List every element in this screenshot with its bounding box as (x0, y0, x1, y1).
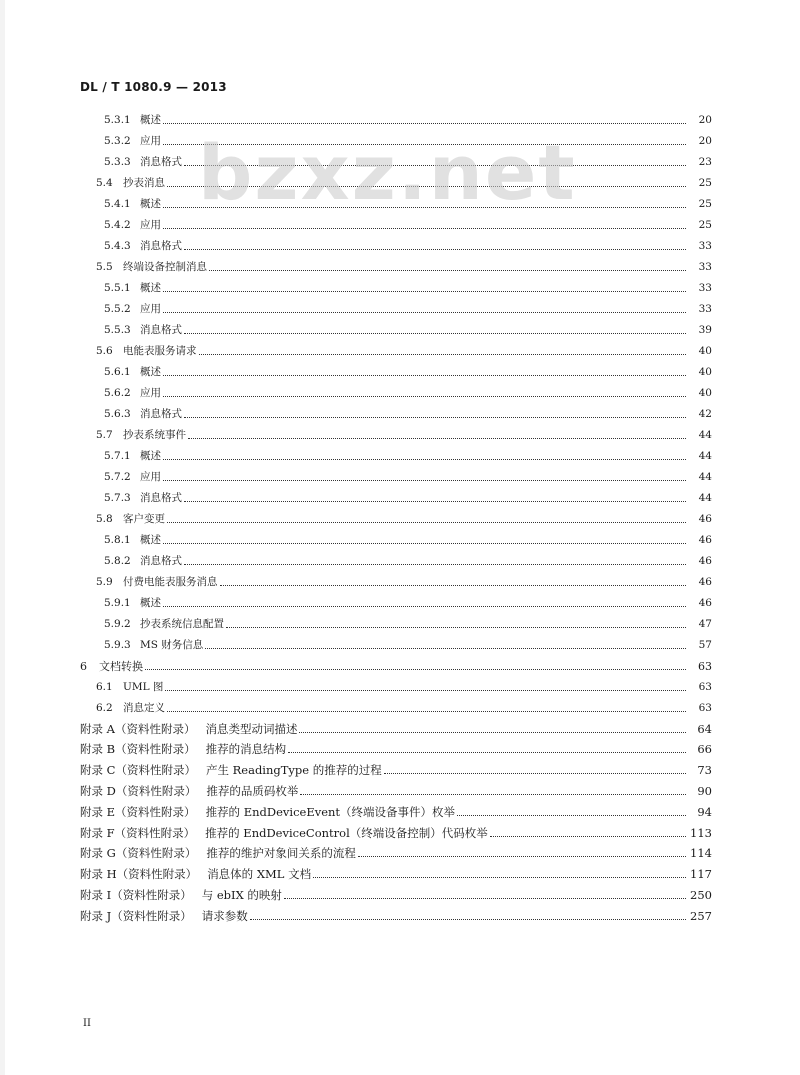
toc-entry[interactable] (0, 421, 800, 442)
toc-entry-number: 5.3.2 (104, 135, 131, 147)
toc-entry-number: 5.6.1 (104, 366, 131, 378)
dot-leader (184, 165, 686, 166)
toc-entry-title: 概述 (140, 534, 161, 546)
toc-entry[interactable] (0, 253, 800, 274)
toc-entry-title: 文档转换 (99, 659, 143, 673)
toc-entry-page: 23 (698, 156, 712, 168)
toc-entry-number: 5.4.2 (104, 219, 131, 231)
toc-entry[interactable] (0, 442, 800, 463)
toc-entry[interactable] (0, 694, 800, 715)
toc-entry-title: 消息格式 (140, 156, 182, 168)
toc-entry-page: 117 (690, 867, 712, 882)
toc-entry-title: 终端设备控制消息 (123, 261, 207, 273)
toc-entry-title: 概述 (140, 450, 161, 462)
toc-entry-number: 5.5.2 (104, 303, 131, 315)
dot-leader (163, 375, 686, 376)
toc-entry[interactable] (0, 169, 800, 190)
toc-entry-page: 33 (698, 282, 712, 294)
toc-entry[interactable] (0, 610, 800, 631)
toc-entry-number: 5.6.3 (104, 408, 131, 420)
dot-leader (165, 690, 686, 691)
toc-entry-page: 257 (690, 908, 712, 923)
dot-leader (250, 919, 686, 920)
dot-leader (313, 877, 686, 878)
toc-entry-title: 应用 (140, 387, 161, 399)
toc-entry[interactable] (0, 860, 800, 881)
toc-entry-title: 请求参数 (201, 908, 248, 923)
dot-leader (163, 312, 686, 313)
toc-entry-page: 25 (698, 177, 712, 189)
toc-entry[interactable] (0, 777, 800, 798)
toc-entry-title: 应用 (140, 135, 161, 147)
dot-leader (163, 207, 686, 208)
toc-entry[interactable] (0, 756, 800, 777)
toc-entry-number: 5.9 (96, 576, 113, 588)
toc-entry[interactable] (0, 652, 800, 673)
toc-entry-number: 附录 D（资料性附录） (80, 783, 197, 798)
toc-entry[interactable] (0, 505, 800, 526)
toc-entry-page: 42 (698, 408, 712, 420)
dot-leader (145, 669, 686, 670)
toc-entry[interactable] (0, 547, 800, 568)
dot-leader (288, 752, 686, 753)
dot-leader (167, 711, 686, 712)
toc-entry[interactable] (0, 631, 800, 652)
dot-leader (209, 270, 686, 271)
dot-leader (163, 543, 686, 544)
dot-leader (184, 249, 686, 250)
toc-entry-number: 5.6 (96, 345, 113, 357)
toc-entry-number: 6 (80, 659, 87, 673)
toc-entry-title: 抄表系统信息配置 (140, 618, 224, 630)
toc-entry-number: 附录 J（资料性附录） (80, 908, 192, 923)
toc-entry[interactable] (0, 463, 800, 484)
toc-entry-number: 5.5.1 (104, 282, 131, 294)
toc-entry-title: 推荐的消息结构 (205, 742, 287, 757)
toc-entry-page: 63 (698, 659, 712, 673)
toc-entry-page: 40 (698, 387, 712, 399)
toc-entry-number: 5.3.1 (104, 114, 131, 126)
dot-leader (226, 627, 686, 628)
toc-entry[interactable] (0, 902, 800, 923)
dot-leader (490, 836, 686, 837)
toc-entry-number: 6.1 (96, 680, 113, 693)
dot-leader (300, 794, 686, 795)
toc-entry-page: 44 (698, 492, 712, 504)
dot-leader (358, 856, 686, 857)
toc-entry-number: 附录 I（资料性附录） (80, 887, 192, 902)
dot-leader (199, 354, 687, 355)
toc-entry[interactable] (0, 736, 800, 757)
toc-entry-number: 5.7.2 (104, 471, 131, 483)
toc-entry-title: 消息格式 (140, 492, 182, 504)
toc-entry-title: 消息体的 XML 文档 (207, 867, 312, 882)
toc-entry-title: UML 图 (123, 680, 164, 693)
toc-entry-title: 消息格式 (140, 408, 182, 420)
dot-leader (167, 522, 686, 523)
toc-entry-number: 5.6.2 (104, 387, 131, 399)
toc-entry-title: 概述 (140, 114, 161, 126)
toc-entry-title: 推荐的 EndDeviceControl（终端设备控制）代码枚举 (205, 825, 488, 840)
toc-entry[interactable] (0, 484, 800, 505)
toc-entry[interactable] (0, 819, 800, 840)
table-of-contents (0, 106, 800, 923)
toc-entry-title: 消息定义 (123, 701, 165, 714)
dot-leader (163, 459, 686, 460)
toc-entry-page: 44 (698, 450, 712, 462)
toc-entry-number: 5.7 (96, 429, 113, 441)
toc-entry[interactable] (0, 526, 800, 547)
toc-entry-page: 20 (698, 114, 712, 126)
toc-entry-number: 5.4.3 (104, 240, 131, 252)
toc-entry-number: 5.5 (96, 261, 113, 273)
toc-entry-page: 47 (698, 618, 712, 630)
toc-entry-page: 33 (698, 303, 712, 315)
toc-entry-title: 消息类型动词描述 (205, 721, 298, 736)
dot-leader (299, 732, 686, 733)
dot-leader (188, 438, 686, 439)
toc-entry[interactable] (0, 568, 800, 589)
toc-entry-title: 推荐的 EndDeviceEvent（终端设备事件）枚举 (205, 804, 456, 819)
toc-entry-title: 概述 (140, 198, 161, 210)
dot-leader (163, 144, 686, 145)
toc-entry-number: 5.9.2 (104, 618, 131, 630)
dot-leader (163, 396, 686, 397)
toc-entry[interactable] (0, 715, 800, 736)
dot-leader (163, 123, 686, 124)
page-number: II (83, 1018, 91, 1029)
toc-entry-page: 46 (698, 534, 712, 546)
toc-entry-number: 附录 F（资料性附录） (80, 825, 196, 840)
dot-leader (184, 417, 686, 418)
toc-entry-number: 5.5.3 (104, 324, 131, 336)
toc-entry[interactable] (0, 232, 800, 253)
toc-entry-title: 应用 (140, 219, 161, 231)
toc-entry-page: 64 (697, 721, 712, 736)
toc-entry-page: 44 (698, 471, 712, 483)
toc-entry[interactable] (0, 274, 800, 295)
toc-entry[interactable] (0, 211, 800, 232)
toc-entry-page: 40 (698, 345, 712, 357)
toc-entry-title: 推荐的品质码枚举 (206, 783, 299, 798)
toc-entry[interactable] (0, 295, 800, 316)
toc-entry-title: 概述 (140, 597, 161, 609)
toc-entry[interactable] (0, 316, 800, 337)
toc-entry-page: 46 (698, 555, 712, 567)
toc-entry-page: 73 (697, 763, 712, 778)
toc-entry-number: 附录 C（资料性附录） (80, 763, 196, 778)
toc-entry-title: 电能表服务请求 (123, 345, 197, 357)
toc-entry-title: 推荐的维护对象间关系的流程 (206, 846, 356, 861)
toc-entry-title: MS 财务信息 (140, 639, 204, 651)
toc-entry-number: 6.2 (96, 701, 113, 714)
toc-entry-number: 5.4 (96, 177, 113, 189)
dot-leader (284, 898, 686, 899)
toc-entry-title: 消息格式 (140, 555, 182, 567)
toc-entry-page: 250 (690, 887, 712, 902)
toc-entry-number: 附录 G（资料性附录） (80, 846, 197, 861)
dot-leader (184, 501, 686, 502)
toc-entry[interactable] (0, 127, 800, 148)
toc-entry-title: 与 ebIX 的映射 (201, 887, 282, 902)
toc-entry-page: 46 (698, 513, 712, 525)
toc-entry-number: 5.8.2 (104, 555, 131, 567)
toc-entry-page: 94 (697, 804, 712, 819)
toc-entry[interactable] (0, 673, 800, 694)
toc-entry-page: 33 (698, 240, 712, 252)
toc-entry[interactable] (0, 589, 800, 610)
dot-leader (220, 585, 687, 586)
dot-leader (184, 564, 686, 565)
toc-entry-page: 114 (690, 846, 712, 861)
toc-entry-page: 66 (697, 742, 712, 757)
toc-entry-title: 概述 (140, 282, 161, 294)
toc-entry-title: 应用 (140, 303, 161, 315)
toc-entry-page: 33 (698, 261, 712, 273)
toc-entry-page: 57 (698, 639, 712, 651)
dot-leader (384, 773, 686, 774)
toc-entry[interactable] (0, 358, 800, 379)
toc-entry-number: 5.8 (96, 513, 113, 525)
toc-entry-number: 5.7.3 (104, 492, 131, 504)
toc-entry-number: 附录 A（资料性附录） (80, 721, 196, 736)
watermark: bzxz.net (198, 128, 577, 217)
toc-entry-number: 附录 H（资料性附录） (80, 867, 198, 882)
toc-entry-page: 63 (698, 701, 712, 714)
toc-entry-page: 90 (697, 783, 712, 798)
toc-entry-page: 113 (690, 825, 712, 840)
toc-entry[interactable] (0, 190, 800, 211)
toc-entry-title: 消息格式 (140, 324, 182, 336)
toc-entry[interactable] (0, 379, 800, 400)
toc-entry-number: 附录 B（资料性附录） (80, 742, 196, 757)
dot-leader (163, 480, 686, 481)
toc-entry-page: 46 (698, 576, 712, 588)
toc-entry-title: 概述 (140, 366, 161, 378)
toc-entry-number: 5.3.3 (104, 156, 131, 168)
toc-entry-title: 产生 ReadingType 的推荐的过程 (205, 763, 382, 778)
toc-entry-number: 5.7.1 (104, 450, 131, 462)
toc-entry[interactable] (0, 148, 800, 169)
toc-entry-number: 5.9.3 (104, 639, 131, 651)
dot-leader (457, 815, 686, 816)
toc-entry-number: 附录 E（资料性附录） (80, 804, 196, 819)
toc-entry[interactable] (0, 840, 800, 861)
toc-entry-page: 63 (698, 680, 712, 693)
toc-entry-number: 5.8.1 (104, 534, 131, 546)
dot-leader (205, 648, 686, 649)
toc-entry-page: 40 (698, 366, 712, 378)
toc-entry-number: 5.9.1 (104, 597, 131, 609)
toc-entry-page: 25 (698, 198, 712, 210)
toc-entry-title: 抄表系统事件 (123, 429, 186, 441)
toc-entry-number: 5.4.1 (104, 198, 131, 210)
dot-leader (163, 291, 686, 292)
toc-entry-title: 付费电能表服务消息 (123, 576, 218, 588)
toc-entry[interactable] (0, 400, 800, 421)
toc-entry-title: 抄表消息 (123, 177, 165, 189)
toc-entry-title: 客户变更 (123, 513, 165, 525)
toc-entry-page: 44 (698, 429, 712, 441)
dot-leader (167, 186, 686, 187)
toc-entry-page: 39 (698, 324, 712, 336)
document-header: DL / T 1080.9 — 2013 (80, 80, 227, 94)
dot-leader (163, 228, 686, 229)
dot-leader (184, 333, 686, 334)
toc-entry[interactable] (0, 337, 800, 358)
toc-entry[interactable] (0, 881, 800, 902)
dot-leader (163, 606, 686, 607)
toc-entry[interactable] (0, 106, 800, 127)
toc-entry-title: 消息格式 (140, 240, 182, 252)
toc-entry-page: 25 (698, 219, 712, 231)
toc-entry-page: 20 (698, 135, 712, 147)
toc-entry-title: 应用 (140, 471, 161, 483)
toc-entry-page: 46 (698, 597, 712, 609)
toc-entry[interactable] (0, 798, 800, 819)
